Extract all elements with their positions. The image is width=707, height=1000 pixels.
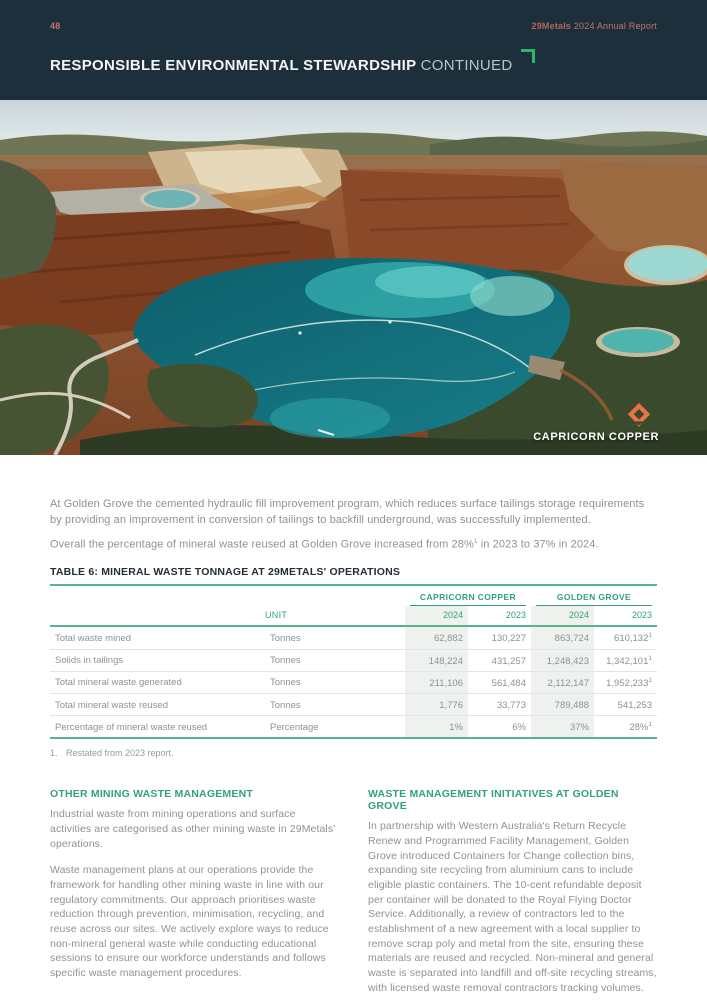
- page-number: 48: [50, 21, 61, 31]
- section-other-mining-waste: [50, 788, 339, 1000]
- col-header-cc-2023: 2023: [468, 606, 531, 627]
- section-heading-left: OTHER MINING WASTE MANAGEMENT: [50, 788, 253, 801]
- footnote-text: Restated from 2023 report.: [66, 748, 174, 759]
- table-group-header-row: [50, 586, 657, 606]
- page-title: [50, 56, 657, 74]
- table-year-header-row: [50, 606, 657, 627]
- table-row: Solids in tailings Tonnes 148,224 431,257 1,248,423 1,342,101$^1$: [50, 650, 657, 672]
- table-row: Total mineral waste generated Tonnes 211,106 561,484 2,112,147 1,952,233$^1$: [50, 672, 657, 694]
- photo-caption-label: CAPRICORN COPPER: [533, 431, 659, 443]
- header-meta-row: [50, 0, 657, 31]
- page-header: [0, 0, 707, 100]
- col-header-cc-2024: 2024: [405, 606, 468, 627]
- page-title-main: RESPONSIBLE ENVIRONMENTAL STEWARDSHIP: [50, 57, 417, 74]
- intro-paragraph-1: At Golden Grove the cemented hydraulic fill improvement program, which reduces surface tailings storage requirements by providing an improvement in conversion of tailings to backfill underground, was successfully implemented.: [50, 498, 645, 526]
- table-footnote: [50, 748, 657, 758]
- section-waste-initiatives: [368, 788, 657, 1000]
- mineral-waste-table: [50, 584, 657, 739]
- col-header-gg-2023: 2023: [594, 606, 657, 627]
- location-pin-icon: [627, 402, 651, 428]
- corner-bracket-icon: [521, 49, 535, 63]
- intro-paragraph-2: Overall the percentage of mineral waste reused at Golden Grove increased from 28%$^1$ in 2023 to 37% in 2024.: [50, 538, 599, 551]
- table-title: TABLE 6: MINERAL WASTE TONNAGE AT 29METALS' OPERATIONS: [50, 566, 401, 579]
- section-right-paragraph-1: In partnership with Western Australia's Return Recycle Renew and Programmed Facility Management, Golden Grove introduced Containers for Change collection bins, expanding site recycling from aluminium cans to include eligible plastic containers. The 10-cent refundable deposit per container will be donated to the Royal Flying Doctor Service. Additionally, a review of contractors led to the establishment of a new agreement with a local supplier to remove scrap poly and metal from the site, ensuring these materials are reused and recycled. Non-mineral and general waste is separated into landfill and off-site recycling streams, with licensed waste removal contractors tracking volumes.: [368, 820, 657, 994]
- intro-paragraphs: [50, 455, 657, 553]
- footnote-marker: 1.: [50, 748, 58, 759]
- group-header-golden-grove: GOLDEN GROVE: [531, 586, 657, 606]
- group-header-capricorn: CAPRICORN COPPER: [405, 586, 531, 606]
- table-row: Total mineral waste reused Tonnes 1,776 33,773 789,488 541,253: [50, 694, 657, 716]
- report-suffix: 2024 Annual Report: [571, 21, 657, 31]
- page-title-continued: CONTINUED: [420, 57, 513, 74]
- section-heading-right: WASTE MANAGEMENT INITIATIVES AT GOLDEN GROVE: [368, 788, 619, 813]
- col-header-unit: UNIT: [265, 606, 405, 627]
- footnote-ref: 1: [473, 538, 478, 546]
- report-name: 29Metals: [531, 21, 572, 31]
- pond-right: [602, 329, 674, 353]
- pond-top-right: [628, 247, 707, 281]
- section-left-paragraph-2: Waste management plans at our operations provide the framework for handling other mining waste in line with our regulatory commitments. Our approach prioritises waste reduction through prevention, minimisation, recycling, and reuse across our sites. We actively explore ways to reduce non-mineral general waste while conducting educational sessions to ensure our workforce understands and follows specific waste management procedures.: [50, 864, 329, 980]
- section-left-paragraph-1: Industrial waste from mining operations and surface activities are categorised as other mining waste in 29Metals' operations.: [50, 808, 336, 850]
- col-header-gg-2024: 2024: [531, 606, 594, 627]
- small-pond-left: [144, 190, 196, 208]
- table-row: Total waste mined Tonnes 62,882 130,227 863,724 610,132$^1$: [50, 627, 657, 649]
- mine-aerial-photo: [0, 100, 707, 455]
- photo-caption: [533, 402, 659, 443]
- report-reference: [532, 21, 658, 31]
- two-column-section: [50, 788, 657, 1000]
- page-body: [0, 455, 707, 1000]
- table-row: Percentage of mineral waste reused Percentage 1% 6% 37% 28%$^1$: [50, 716, 657, 739]
